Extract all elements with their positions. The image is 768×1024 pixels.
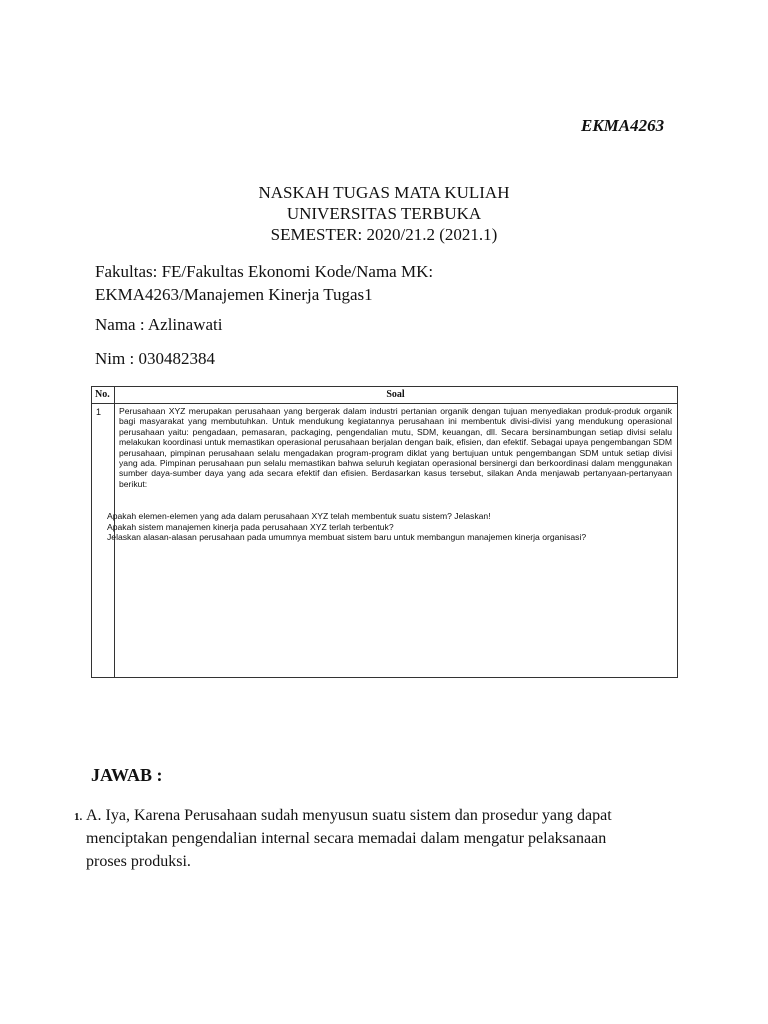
question-item: Jelaskan alasan-alasan perusahaan pada umumnya membuat sistem baru untuk membangun manajemen kinerja organisasi? (107, 532, 587, 543)
answer-line: proses produksi. (86, 853, 191, 870)
question-item: Apakah sistem manajemen kinerja pada perusahaan XYZ terlah terbentuk? (107, 521, 394, 532)
student-nim: Nim : 030482384 (95, 349, 215, 368)
answer-text (86, 804, 674, 873)
question-item: Apakah elemen-elemen yang ada dalam perusahaan XYZ telah membentuk suatu sistem? Jelaskan! (107, 511, 491, 521)
question-table (91, 386, 678, 678)
course-code: EKMA4263 (581, 116, 665, 135)
title-line: NASKAH TUGAS MATA KULIAH (258, 183, 510, 202)
column-header-soal: Soal (386, 389, 405, 400)
title-line: UNIVERSITAS TERBUKA (286, 204, 482, 223)
answer-heading: JAWAB : (91, 765, 163, 785)
course-name-line: EKMA4263/Manajemen Kinerja Tugas1 (95, 285, 373, 304)
case-text: Perusahaan XYZ merupakan perusahaan yang bergerak dalam industri pertanian organik dengan tujuan menyediakan produk-produk organik bagi masyarakat yang membutuhkan. Untuk mendukung kegiatannya perusahaan ini membentuk divisi-divisi yang mendukung operasional perusahaan yaitu: pengadaan, pemasaran, packaging, pengendalian mutu, SDM, keuangan, dll. Secara bersinambungan setiap divisi selalu melakukan koordinasi untuk memastikan operasional perusahaan berjalan dengan baik, efisien, dan efektif. Sebagai upaya pengembangan SDM perusahaan, pimpinan perusahaan selalu mengadakan program-program diklat yang bertujuan untuk pengembangan SDM untuk setiap divisi yang ada. Pimpinan perusahaan pun selalu memastikan bahwa seluruh kegiatan operasional bersinergi dan berkoordinasi dalam menggunakan sumber daya-sumber daya yang ada secara efektif dan efisien. Berdasarkan kasus tersebut, silakan Anda menjawab pertanyaan-pertanyaan berikut: (119, 406, 672, 489)
fakultas-info (95, 260, 433, 306)
row-number: 1 (96, 407, 102, 417)
fakultas-line: Fakultas: FE/Fakultas Ekonomi Kode/Nama MK: (95, 262, 434, 281)
document-title (0, 182, 768, 245)
title-line: SEMESTER: 2020/21.2 (2021.1) (270, 225, 498, 244)
answer-item (74, 804, 674, 873)
answer-line: menciptakan pengendalian internal secara memadai dalam mengatur pelaksanaan (86, 830, 607, 847)
answer-number: 1. (74, 811, 83, 823)
column-header-no: No. (95, 389, 110, 400)
answer-line: A. Iya, Karena Perusahaan sudah menyusun suatu sistem dan prosedur yang dapat (86, 807, 612, 824)
question-list (107, 511, 677, 543)
student-name: Nama : Azlinawati (95, 315, 223, 334)
